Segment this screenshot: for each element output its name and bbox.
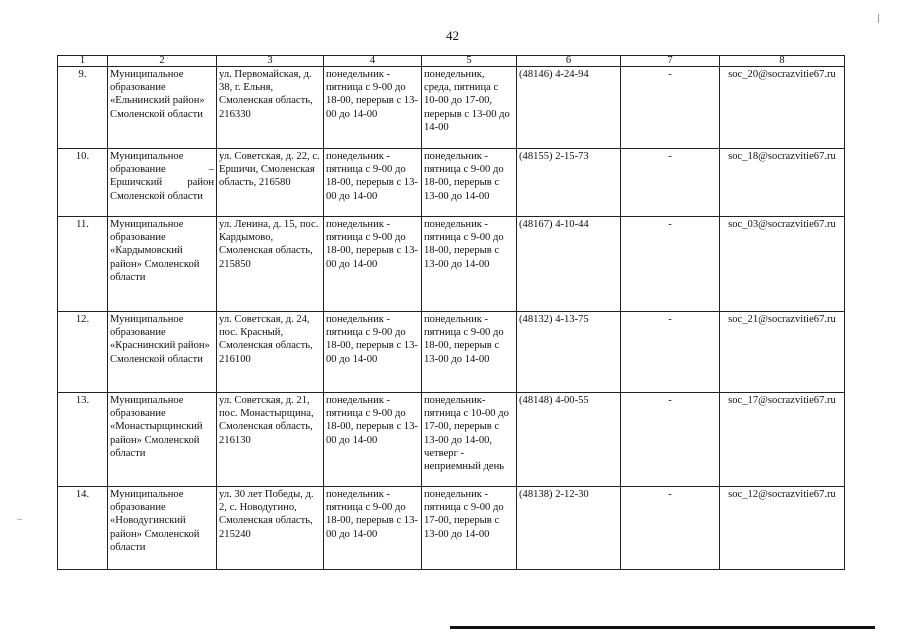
reception-hours-cell: понедельник, среда, пятница с 10-00 до 17-00, перерыв с 13-00 до 14-00 [422,67,517,149]
address-cell: ул. 30 лет Победы, д. 2, с. Новодугино, Смоленская область, 215240 [217,487,324,570]
column-header: 5 [422,56,517,67]
row-number: 9. [58,67,108,149]
phone-cell: (48148) 4-00-55 [517,393,621,487]
working-hours-cell: понедельник - пятница с 9-00 до 18-00, перерыв с 13-00 до 14-00 [324,393,422,487]
reception-hours-cell: понедельник - пятница с 9-00 до 18-00, перерыв с 13-00 до 14-00 [422,312,517,393]
table-row [58,67,845,149]
column-header: 4 [324,56,422,67]
column-header: 3 [217,56,324,67]
column-header: 8 [720,56,845,67]
contacts-table [57,55,845,570]
table-row [58,487,845,570]
column-header: 6 [517,56,621,67]
phone-cell: (48155) 2-15-73 [517,149,621,217]
email-cell: soc_18@socrazvitie67.ru [720,149,845,217]
address-cell: ул. Ленина, д. 15, пос. Кардымово, Смоленская область, 215850 [217,217,324,312]
organization-cell: Муниципальное образование «Кардымовский район» Смоленской области [108,217,217,312]
bottom-rule [450,626,875,629]
column-7-cell: - [621,393,720,487]
column-7-cell: - [621,67,720,149]
email-cell: soc_03@socrazvitie67.ru [720,217,845,312]
reception-hours-cell: понедельник - пятница с 9-00 до 18-00, перерыв с 13-00 до 14-00 [422,149,517,217]
column-7-cell: - [621,312,720,393]
column-7-cell: - [621,217,720,312]
reception-hours-cell: понедельник - пятница с 9-00 до 17-00, перерыв с 13-00 до 14-00 [422,487,517,570]
column-number-row [58,56,845,67]
column-header: 2 [108,56,217,67]
reception-hours-cell: понедельник - пятница с 9-00 до 18-00, перерыв с 13-00 до 14-00 [422,217,517,312]
row-number: 10. [58,149,108,217]
phone-cell: (48138) 2-12-30 [517,487,621,570]
organization-cell: Муниципальное образование «Ельнинский район» Смоленской области [108,67,217,149]
column-7-cell: - [621,487,720,570]
phone-cell: (48132) 4-13-75 [517,312,621,393]
table-row [58,217,845,312]
organization-cell: Муниципальное образование – Ершичский район Смоленской области [108,149,217,217]
table-row [58,312,845,393]
phone-cell: (48146) 4-24-94 [517,67,621,149]
organization-cell: Муниципальное образование «Новодугинский район» Смоленской области [108,487,217,570]
email-cell: soc_17@socrazvitie67.ru [720,393,845,487]
working-hours-cell: понедельник - пятница с 9-00 до 18-00, перерыв с 13-00 до 14-00 [324,312,422,393]
column-7-cell: - [621,149,720,217]
table-row [58,149,845,217]
reception-hours-cell: понедельник-пятница с 10-00 до 17-00, перерыв с 13-00 до 14-00, четверг - неприемный день [422,393,517,487]
phone-cell: (48167) 4-10-44 [517,217,621,312]
email-cell: soc_21@socrazvitie67.ru [720,312,845,393]
address-cell: ул. Советская, д. 24, пос. Красный, Смоленская область, 216100 [217,312,324,393]
row-number: 12. [58,312,108,393]
table-row [58,393,845,487]
organization-cell: Муниципальное образование «Монастырщинский район» Смоленской области [108,393,217,487]
working-hours-cell: понедельник - пятница с 9-00 до 18-00, перерыв с 13-00 до 14-00 [324,149,422,217]
row-number: 13. [58,393,108,487]
email-cell: soc_12@socrazvitie67.ru [720,487,845,570]
working-hours-cell: понедельник - пятница с 9-00 до 18-00, перерыв с 13-00 до 14-00 [324,217,422,312]
column-header: 1 [58,56,108,67]
row-number: 14. [58,487,108,570]
organization-cell: Муниципальное образование «Краснинский район» Смоленской области [108,312,217,393]
row-number: 11. [58,217,108,312]
column-header: 7 [621,56,720,67]
working-hours-cell: понедельник - пятница с 9-00 до 18-00, перерыв с 13-00 до 14-00 [324,487,422,570]
email-cell: soc_20@socrazvitie67.ru [720,67,845,149]
address-cell: ул. Первомайская, д. 38, г. Ельня, Смоленская область, 216330 [217,67,324,149]
working-hours-cell: понедельник - пятница с 9-00 до 18-00, перерыв с 13-00 до 14-00 [324,67,422,149]
scan-side-tick [17,519,22,520]
page-number: 42 [446,28,459,43]
address-cell: ул. Советская, д. 22, с. Ершичи, Смоленская область, 216580 [217,149,324,217]
scan-edge-mark [878,14,879,23]
address-cell: ул. Советская, д. 21, пос. Монастырщина, Смоленская область, 216130 [217,393,324,487]
